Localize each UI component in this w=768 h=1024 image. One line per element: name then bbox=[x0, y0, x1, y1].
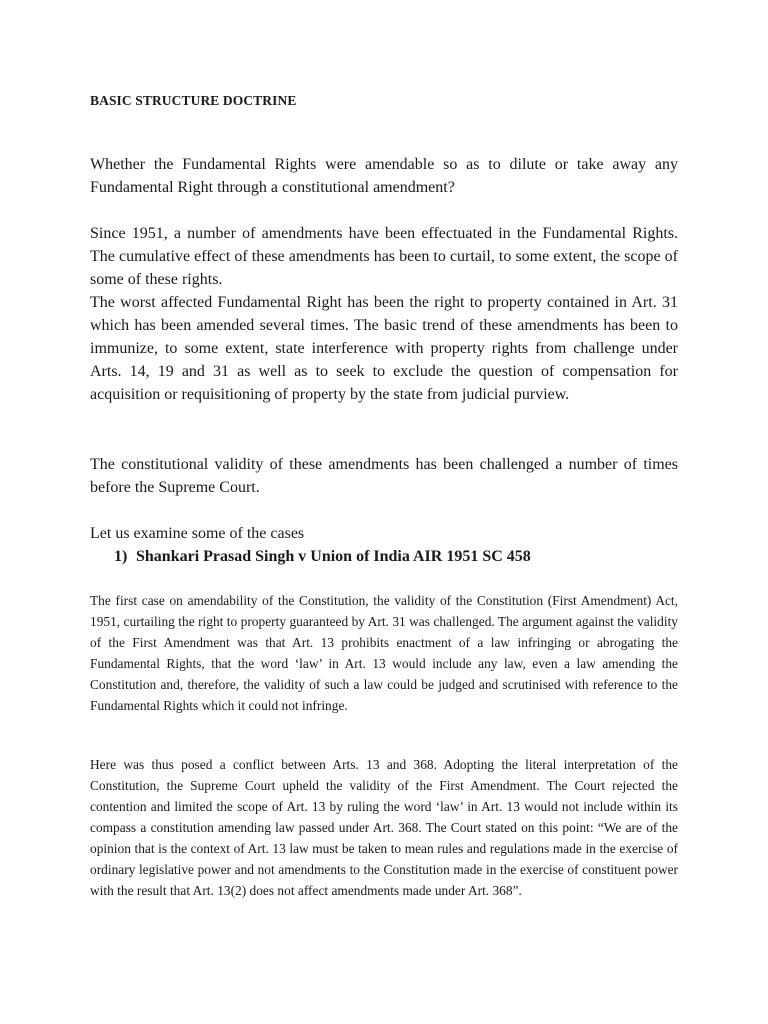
case-number: 1) bbox=[114, 548, 128, 565]
examine-cases-paragraph: Let us examine some of the cases bbox=[90, 525, 305, 542]
case-heading bbox=[114, 545, 531, 568]
question-paragraph: Whether the Fundamental Rights were amendable so as to dilute or take away any Fundamental Right through a constitutional amendment? bbox=[90, 156, 678, 196]
conflict-paragraph: Here was thus posed a conflict between Arts. 13 and 368. Adopting the literal interpretation of the Constitution, the Supreme Court upheld the validity of the First Amendment. The Court rejected the contention and limited the scope of Art. 13 by ruling the word ‘law’ in Art. 13 would not include within its compass a constitution amending law passed under Art. 368. The Court stated on this point: “We are of the opinion that is the context of Art. 13 law must be taken to mean rules and regulations made in the exercise of ordinary legislative power and not amendments to the Constitution made in the exercise of constituent power with the result that Art. 13(2) does not affect amendments made under Art. 368”. bbox=[90, 757, 678, 898]
validity-paragraph: The constitutional validity of these amendments has been challenged a number of times before the Supreme Court. bbox=[90, 456, 678, 496]
worst-affected-paragraph: The worst affected Fundamental Right has been the right to property contained in Art. 31 which has been amended several times. The basic trend of these amendments has been to immunize, to some extent, state interference with property rights from challenge under Arts. 14, 19 and 31 as well as to seek to exclude the question of compensation for acquisition or requisitioning of property by the state from judicial purview. bbox=[90, 294, 678, 403]
case-title: Shankari Prasad Singh v Union of India AIR 1951 SC 458 bbox=[136, 548, 531, 565]
document-heading: BASIC STRUCTURE DOCTRINE bbox=[90, 93, 297, 108]
since-1951-paragraph: Since 1951, a number of amendments have been effectuated in the Fundamental Rights. The cumulative effect of these amendments has been to curtail, to some extent, the scope of some of these rights. bbox=[90, 225, 678, 288]
first-case-paragraph: The first case on amendability of the Constitution, the validity of the Constitution (First Amendment) Act, 1951, curtailing the right to property guaranteed by Art. 31 was challenged. The argument against the validity of the First Amendment was that Art. 13 prohibits enactment of a law infringing or abrogating the Fundamental Rights, that the word ‘law’ in Art. 13 would include any law, even a law amending the Constitution and, therefore, the validity of such a law could be judged and scrutinised with reference to the Fundamental Rights which it could not infringe. bbox=[90, 593, 678, 713]
